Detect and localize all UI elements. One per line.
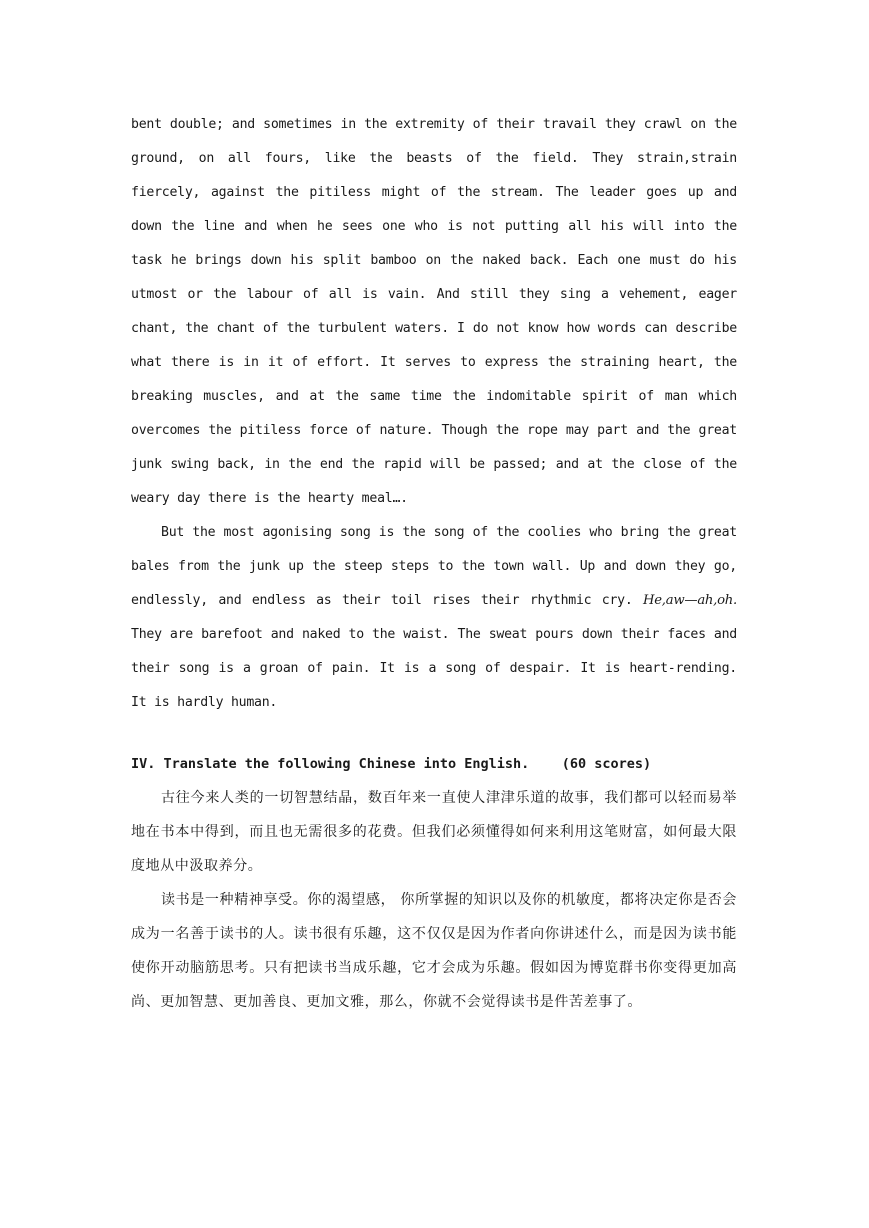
passage-paragraph-2-text-b: They are barefoot and naked to the waist. The sweat pours down their faces and their song is a groan of pain. It is a song of despair. It is heart-rending. It is hardly human. (131, 627, 737, 710)
passage-paragraph-2-text-a: But the most agonising song is the song of the coolies who bring the great bales from the junk up the steep steps to the town wall. Up and down they go, endlessly, and endless as their toil rises their rhythmic cry. (131, 525, 737, 608)
passage-paragraph-2-italic-cry: He,aw—ah,oh. (642, 593, 737, 608)
passage-paragraph-1: bent double; and sometimes in the extremity of their travail they crawl on the ground, on all fours, like the beasts of the field. They strain,strain fiercely, against the pitiless might of the stream. The leader goes up and down the line and when he sees one who is not putting all his will into the task he brings down his split bamboo on the naked back. Each one must do his utmost or the labour of all is vain. And still they sing a vehement, eager chant, the chant of the turbulent waters. I do not know how words can describe what there is in it of effort. It serves to express the straining heart, the breaking muscles, and at the same time the indomitable spirit of man which overcomes the pitiless force of nature. Though the rope may part and the great junk swing back, in the end the rapid will be passed; and at the close of the weary day there is the hearty meal…. (131, 117, 737, 506)
passage-paragraph-2 (131, 516, 737, 720)
section-4-heading: IV. Translate the following Chinese into English. (60 scores) (131, 756, 652, 772)
chinese-paragraph-2: 读书是一种精神享受。你的渴望感， 你所掌握的知识以及你的机敏度，都将决定你是否会成为一名善于读书的人。读书很有乐趣，这不仅仅是因为作者向你讲述什么，而是因为读书能使你开动脑筋思考。只有把读书当成乐趣，它才会成为乐趣。假如因为博览群书你变得更加高尚、更加智慧、更加善良、更加文雅，那么，你就不会觉得读书是件苦差事了。 (131, 892, 737, 1010)
chinese-paragraph-1: 古往今来人类的一切智慧结晶，数百年来一直使人津津乐道的故事，我们都可以轻而易举地在书本中得到，而且也无需很多的花费。但我们必须懂得如何来利用这笔财富，如何最大限度地从中汲取养分。 (131, 790, 737, 874)
document-page (131, 108, 737, 1019)
